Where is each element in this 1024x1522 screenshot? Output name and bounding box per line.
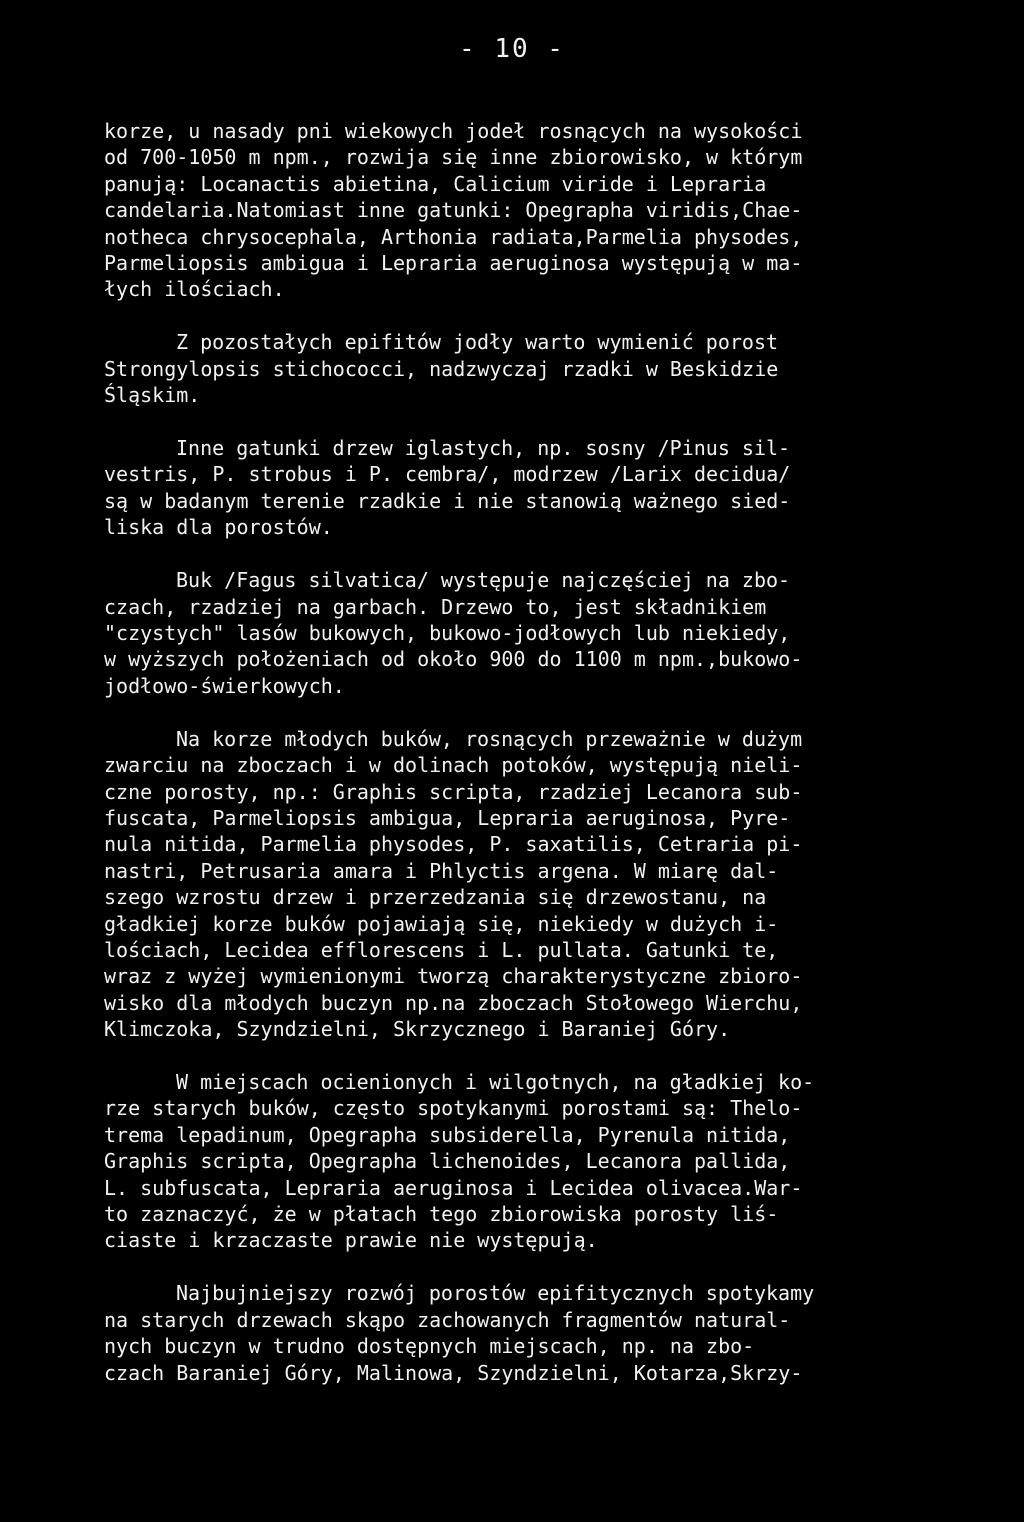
text-line: zwarciu na zboczach i w dolinach potoków, występują nieli- [104,753,803,778]
text-line: L. subfuscata, Lepraria aeruginosa i Lecidea olivacea.War- [104,1175,803,1200]
text-line: Inne gatunki drzew iglastych, np. sosny /Pinus sil- [176,436,791,461]
text-line: panują: Locanactis abietina, Calicium viride i Lepraria [104,171,767,196]
text-line: trema lepadinum, Opegrapha subsiderella, Pyrenula nitida, [104,1122,791,1147]
body-text [104,118,934,1386]
paragraph-2 [104,329,934,408]
text-line: są w badanym terenie rzadkie i nie stanowią ważnego sied- [104,488,791,513]
text-line: czne porosty, np.: Graphis scripta, rzadziej Lecanora sub- [104,779,803,804]
page-number: - 10 - [459,34,565,64]
text-line: fuscata, Parmeliopsis ambigua, Lepraria aeruginosa, Pyre- [104,805,791,830]
text-line: czach, rzadziej na garbach. Drzewo to, jest składnikiem [104,594,767,619]
text-line: w wyższych położeniach od około 900 do 1100 m npm.,bukowo- [104,647,803,672]
text-line: to zaznaczyć, że w płatach tego zbiorowiska porosty liś- [104,1202,779,1227]
text-line: candelaria.Natomiast inne gatunki: Opegrapha viridis,Chae- [104,198,803,223]
text-line: Klimczoka, Szyndzielni, Skrzycznego i Baraniej Góry. [104,1017,731,1042]
text-line: na starych drzewach skąpo zachowanych fragmentów natural- [104,1307,791,1332]
text-line: Na korze młodych buków, rosnących przeważnie w dużym [176,726,803,751]
text-line: lościach, Lecidea efflorescens i L. pullata. Gatunki te, [104,937,779,962]
paragraph-7 [104,1280,934,1386]
text-line: wisko dla młodych buczyn np.na zboczach Stołowego Wierchu, [104,990,803,1015]
text-line: Najbujniejszy rozwój porostów epifitycznych spotykamy [176,1281,815,1306]
text-line: Buk /Fagus silvatica/ występuje najczęściej na zbo- [176,568,791,593]
text-line: vestris, P. strobus i P. cembra/, modrzew /Larix decidua/ [104,462,791,487]
text-line: szego wzrostu drzew i przerzedzania się drzewostanu, na [104,885,767,910]
text-line: Strongylopsis stichococci, nadzwyczaj rzadki w Beskidzie [104,356,779,381]
text-line: rze starych buków, często spotykanymi porostami są: Thelo- [104,1096,803,1121]
text-line: czach Baraniej Góry, Malinowa, Szyndzielni, Kotarza,Skrzy- [104,1360,803,1385]
text-line: wraz z wyżej wymienionymi tworzą charakterystyczne zbioro- [104,964,803,989]
text-line: nych buczyn w trudno dostępnych miejscach, np. na zbo- [104,1334,755,1359]
text-line: od 700-1050 m npm., rozwija się inne zbiorowisko, w którym [104,145,803,170]
paragraph-4 [104,567,934,699]
text-line: nula nitida, Parmelia physodes, P. saxatilis, Cetraria pi- [104,832,803,857]
text-line: łych ilościach. [104,277,285,302]
paragraph-3 [104,435,934,541]
text-line: gładkiej korze buków pojawiają się, niekiedy w dużych i- [104,911,779,936]
text-line: Z pozostałych epifitów jodły warto wymienić porost [176,330,779,355]
text-line: notheca chrysocephala, Arthonia radiata,Parmelia physodes, [104,224,803,249]
text-line: Śląskim. [104,383,201,408]
text-line: nastri, Petrusaria amara i Phlyctis argena. W miarę dal- [104,858,779,883]
text-line: Graphis scripta, Opegrapha lichenoides, Lecanora pallida, [104,1149,791,1174]
paragraph-6 [104,1069,934,1254]
text-line: W miejscach ocienionych i wilgotnych, na gładkiej ko- [176,1070,815,1095]
text-line: liska dla porostów. [104,515,333,540]
text-line: ciaste i krzaczaste prawie nie występują. [104,1228,598,1253]
text-line: korze, u nasady pni wiekowych jodeł rosnących na wysokości [104,119,803,143]
text-line: Parmeliopsis ambigua i Lepraria aeruginosa występują w ma- [104,250,803,275]
text-line: "czystych" lasów bukowych, bukowo-jodłowych lub niekiedy, [104,621,791,646]
paragraph-5 [104,726,934,1043]
text-line: jodłowo-świerkowych. [104,673,345,698]
paragraph-1 [104,118,934,303]
